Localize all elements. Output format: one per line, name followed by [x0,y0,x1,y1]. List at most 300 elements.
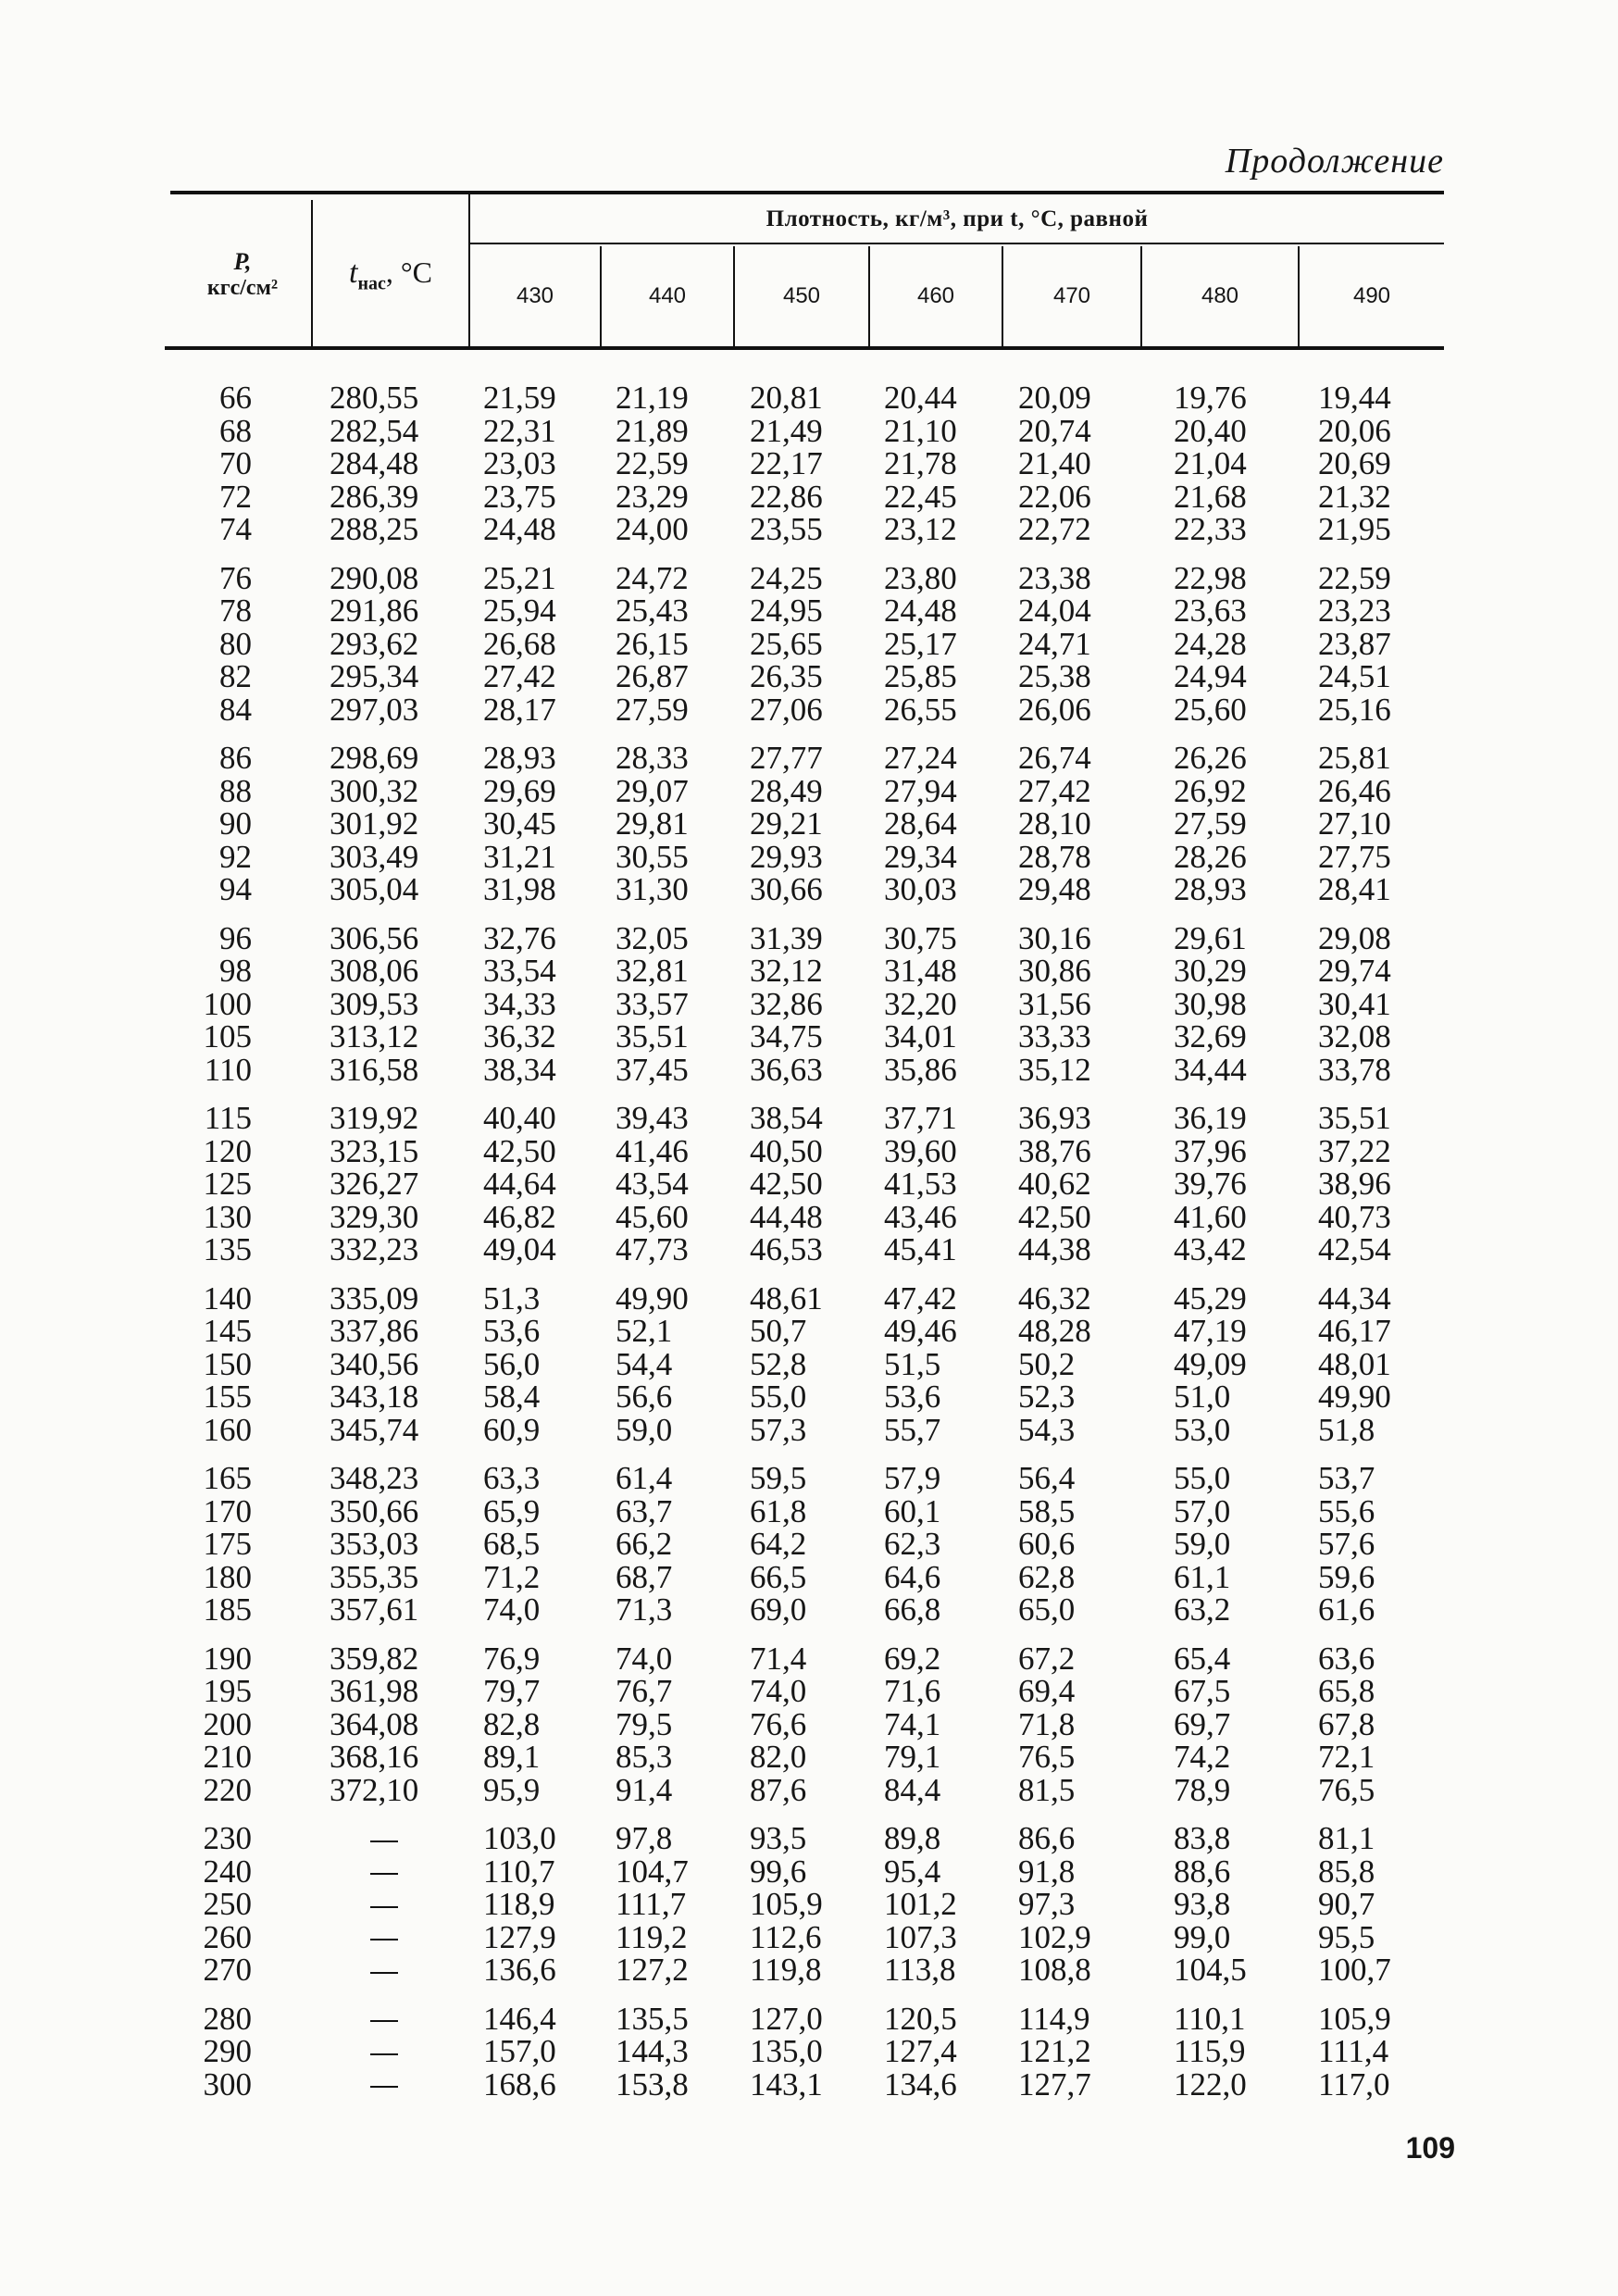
table-cell: 33,78 [1318,1051,1391,1088]
table-cell: 23,12 [884,511,957,547]
table-cell: 30,16 [1018,919,1091,956]
table-cell: 25,65 [750,625,823,662]
table-cell: 37,45 [616,1051,689,1088]
row-group [884,1642,995,1807]
table-cell: 30,75 [884,919,957,956]
group-rule [470,243,1444,244]
table-cell: 85,8 [1318,1853,1375,1890]
table-cell: 86,6 [1018,1820,1076,1856]
table-cell: 93,5 [750,1820,807,1856]
table-cell: 28,26 [1174,838,1247,875]
top-rule [170,191,1444,194]
table-cell: 372,10 [330,1771,419,1808]
table-cell: 100 [203,985,252,1022]
row-group [330,1279,468,1448]
table-cell: 323,15 [330,1132,419,1169]
table-cell: 93,8 [1174,1886,1231,1922]
table-cell: 117,0 [1318,2065,1390,2103]
table-cell: 160 [203,1411,252,1448]
table-cell: 22,86 [750,478,823,515]
table-cell: 27,24 [884,740,957,776]
table-cell: 27,59 [616,691,689,728]
table-cell: 121,2 [1018,2033,1091,2069]
table-cell: 60,9 [483,1411,541,1448]
table-cell: 30,41 [1318,985,1391,1022]
table-cell: 74 [219,511,252,547]
table-cell: 33,57 [616,985,689,1022]
table-cell: 290 [203,2033,252,2069]
table-cell: 298,69 [330,740,419,776]
table-cell: 301,92 [330,805,419,842]
table-cell: 70 [219,445,252,481]
row-group [750,381,861,546]
row-group [1018,1279,1134,1448]
row-group [1318,1279,1434,1448]
row-group [181,1822,252,1987]
table-cell: 71,4 [750,1640,807,1677]
table-cell: 44,34 [1318,1279,1391,1316]
row-group [330,742,468,906]
row-group [483,559,594,728]
table-cell: 29,34 [884,838,957,875]
table-cell: 290,08 [330,559,419,596]
table-cell: 110,1 [1174,2000,1246,2037]
table-cell: 280 [203,2000,252,2037]
table-cell: 115 [204,1100,252,1136]
table-cell: 136,6 [483,1952,556,1988]
table-cell: 28,17 [483,691,556,728]
table-cell: 49,09 [1174,1345,1247,1382]
table-cell: 230 [203,1820,252,1856]
table-cell: 291,86 [330,593,419,629]
table-cell: 69,0 [750,1591,807,1628]
table-cell: 56,0 [483,1345,541,1382]
table-cell: 46,53 [750,1231,823,1267]
table-cell: 316,58 [330,1051,419,1088]
row-group [750,1279,861,1448]
table-cell: 29,69 [483,772,556,809]
row-group [616,1462,727,1627]
table-cell: 24,95 [750,593,823,629]
table-cell: 297,03 [330,691,419,728]
row-group [483,1642,594,1807]
table-cell: 68,5 [483,1526,541,1562]
table-cell: 49,90 [1318,1379,1391,1415]
table-cell: 28,41 [1318,871,1391,907]
table-cell: 90 [219,805,252,842]
table-cell: 361,98 [330,1673,419,1709]
table-cell: 319,92 [330,1100,419,1136]
table-cell: 22,17 [750,445,823,481]
table-cell: 65,4 [1174,1640,1231,1677]
table-cell: 20,74 [1018,412,1091,449]
row-group [750,1102,861,1267]
table-cell: 29,08 [1318,919,1391,956]
table-cell: 329,30 [330,1198,419,1235]
table-cell: 28,64 [884,805,957,842]
table-cell: 84 [219,691,252,728]
row-group [1174,1822,1289,1987]
table-cell: 74,0 [750,1673,807,1709]
table-cell: 41,60 [1174,1198,1247,1235]
table-cell: 21,49 [750,412,823,449]
row-group [330,1462,468,1627]
pressure-symbol: P, [233,248,252,276]
row-group [330,919,468,1088]
table-cell: 130 [203,1198,252,1235]
row-group [884,1462,995,1627]
table-cell: 23,63 [1174,593,1247,629]
table-cell: 42,50 [1018,1198,1091,1235]
row-group [330,1822,468,1987]
table-cell: 71,8 [1018,1705,1076,1742]
table-cell: 36,63 [750,1051,823,1088]
table-cell: 27,94 [884,772,957,809]
table-cell: 67,5 [1174,1673,1231,1709]
dash-mark [370,2086,398,2088]
table-cell: 95,4 [884,1853,941,1890]
table-cell: 61,8 [750,1492,807,1529]
table-cell: 38,76 [1018,1132,1091,1169]
table-cell: 108,8 [1018,1952,1091,1988]
row-group [1174,2000,1289,2103]
table-cell: 79,1 [884,1739,941,1775]
table-cell: 157,0 [483,2033,556,2069]
table-cell: 26,68 [483,625,556,662]
header-temp-490: 490 [1352,283,1391,308]
table-cell: 27,42 [483,658,556,694]
table-cell: 61,1 [1174,1558,1231,1595]
column-density-450 [750,381,861,2116]
table-cell: 293,62 [330,625,419,662]
table-cell: 68 [219,412,252,449]
table-cell: 40,62 [1018,1166,1091,1202]
table-cell: 47,73 [616,1231,689,1267]
table-cell: 28,93 [483,740,556,776]
table-cell: 82 [219,658,252,694]
table-cell: 56,6 [616,1379,673,1415]
table-cell: 19,76 [1174,380,1247,416]
row-group [181,381,252,546]
table-cell: 29,48 [1018,871,1091,907]
table-cell: 24,00 [616,511,689,547]
table-cell: 105,9 [1318,2000,1391,2037]
row-group [1174,559,1289,728]
table-cell: 350,66 [330,1492,419,1529]
row-group [330,1102,468,1267]
row-group [1018,1822,1134,1987]
table-cell: 22,72 [1018,511,1091,547]
table-cell: 27,75 [1318,838,1391,875]
table-cell: 24,48 [884,593,957,629]
table-cell: 326,27 [330,1166,419,1202]
row-group [1018,919,1134,1088]
table-cell: 286,39 [330,478,419,515]
table-cell: 38,54 [750,1100,823,1136]
table-cell: 120,5 [884,2000,957,2037]
table-cell: 150 [203,1345,252,1382]
table-cell: 345,74 [330,1411,419,1448]
table-cell: 86 [219,740,252,776]
table-cell: 31,56 [1018,985,1091,1022]
row-group [181,1279,252,1448]
table-cell: 66,2 [616,1526,673,1562]
table-cell: 42,54 [1318,1231,1391,1267]
table-cell: 66 [219,380,252,416]
table-cell: 41,46 [616,1132,689,1169]
table-cell: 84,4 [884,1771,941,1808]
table-cell [330,2003,468,2036]
header-temp-480: 480 [1201,283,1239,308]
header-saturation-temp [313,215,468,335]
table-cell: 36,32 [483,1018,556,1054]
table-cell: 57,0 [1174,1492,1231,1529]
dash-mark [370,2020,398,2022]
table-cell: 99,0 [1174,1918,1231,1955]
table-cell: 74,2 [1174,1739,1231,1775]
table-cell: 114,9 [1018,2000,1090,2037]
table-cell: 53,7 [1318,1460,1375,1496]
table-cell: 51,3 [483,1279,541,1316]
header-temp-450: 450 [782,283,821,308]
table-cell: 22,98 [1174,559,1247,596]
table-cell: 26,74 [1018,740,1091,776]
row-group [181,1462,252,1627]
table-cell: 22,06 [1018,478,1091,515]
table-cell: 20,44 [884,380,957,416]
table-cell: 168,6 [483,2065,556,2103]
table-cell: 95,9 [483,1771,541,1808]
table-cell: 76 [219,559,252,596]
t-symbol: t [349,255,358,290]
table-cell: 27,10 [1318,805,1391,842]
table-cell: 22,59 [616,445,689,481]
table-cell: 21,10 [884,412,957,449]
table-cell: 47,19 [1174,1313,1247,1349]
row-group [750,919,861,1088]
header-temp-440: 440 [648,283,687,308]
table-cell: 83,8 [1174,1820,1231,1856]
table-cell: 32,76 [483,919,556,956]
table-cell: 21,32 [1318,478,1391,515]
table-cell: 29,93 [750,838,823,875]
saturation-temp-label [349,256,432,294]
table-cell: 309,53 [330,985,419,1022]
table-cell: 113,8 [884,1952,956,1988]
table-cell: 27,77 [750,740,823,776]
table-cell: 39,43 [616,1100,689,1136]
table-cell: 74,1 [884,1705,941,1742]
table-cell: 60,1 [884,1492,941,1529]
table-cell: 91,8 [1018,1853,1076,1890]
table-cell: 28,78 [1018,838,1091,875]
table-cell: 97,8 [616,1820,673,1856]
table-cell [330,1888,468,1921]
table-cell: 29,81 [616,805,689,842]
row-group [483,2000,594,2103]
row-group [750,1822,861,1987]
table-cell: 23,03 [483,445,556,481]
dash-mark [370,2053,398,2055]
table-cell: 21,95 [1318,511,1391,547]
table-cell: 306,56 [330,919,419,956]
table-cell: 64,6 [884,1558,941,1595]
row-group [1018,559,1134,728]
table-cell: 22,45 [884,478,957,515]
table-cell: 30,66 [750,871,823,907]
table-cell: 63,2 [1174,1591,1231,1628]
row-group [1318,1102,1434,1267]
table-cell: 37,22 [1318,1132,1391,1169]
table-cell: 28,93 [1174,871,1247,907]
column-pressure [181,381,252,2116]
table-cell: 78,9 [1174,1771,1231,1808]
row-group [1018,742,1134,906]
row-group [616,1822,727,1987]
row-group [1174,742,1289,906]
page-number: 109 [1405,2131,1455,2165]
table-cell: 135,0 [750,2033,823,2069]
table-cell: 34,75 [750,1018,823,1054]
table-cell: 58,4 [483,1379,541,1415]
table-cell: 23,23 [1318,593,1391,629]
table-cell: 127,2 [616,1952,689,1988]
table-cell: 82,0 [750,1739,807,1775]
table-cell: 20,40 [1174,412,1247,449]
table-cell: 40,40 [483,1100,556,1136]
table-cell: 35,12 [1018,1051,1091,1088]
table-cell: 180 [203,1558,252,1595]
table-cell: 52,3 [1018,1379,1076,1415]
table-cell: 79,5 [616,1705,673,1742]
table-cell: 300,32 [330,772,419,809]
table-cell: 357,61 [330,1591,419,1628]
row-group [1174,1279,1289,1448]
table-cell: 22,31 [483,412,556,449]
table-cell: 69,2 [884,1640,941,1677]
table-cell: 51,0 [1174,1379,1231,1415]
dash-mark [370,1841,398,1842]
table-cell: 55,0 [750,1379,807,1415]
header-pressure [174,215,311,335]
table-cell: 122,0 [1174,2065,1247,2103]
row-group [616,742,727,906]
dash-mark [370,1939,398,1940]
table-cell: 200 [203,1705,252,1742]
table-cell: 127,7 [1018,2065,1091,2103]
row-group [1318,2000,1434,2103]
table-cell: 76,5 [1318,1771,1375,1808]
table-cell: 24,04 [1018,593,1091,629]
table-cell: 68,7 [616,1558,673,1595]
table-cell: 28,10 [1018,805,1091,842]
table-cell: 24,71 [1018,625,1091,662]
table-cell: 30,86 [1018,953,1091,989]
table-cell: 153,8 [616,2065,689,2103]
table-cell: 284,48 [330,445,419,481]
table-cell: 76,6 [750,1705,807,1742]
table-cell: 155 [203,1379,252,1415]
table-cell: 28,49 [750,772,823,809]
row-group [884,742,995,906]
table-cell: 28,33 [616,740,689,776]
table-cell: 57,3 [750,1411,807,1448]
table-cell: 31,39 [750,919,823,956]
row-group [1318,1642,1434,1807]
table-cell: 364,08 [330,1705,419,1742]
table-cell: 53,6 [884,1379,941,1415]
table-cell: 35,86 [884,1051,957,1088]
table-cell: 120 [203,1132,252,1169]
row-group [616,919,727,1088]
table-cell: 134,6 [884,2065,957,2103]
table-cell: 270 [203,1952,252,1988]
table-cell: 38,96 [1318,1166,1391,1202]
table-cell: 22,33 [1174,511,1247,547]
table-cell: 25,21 [483,559,556,596]
row-group [181,919,252,1088]
table-cell: 97,3 [1018,1886,1076,1922]
row-group [1174,1102,1289,1267]
row-group [483,919,594,1088]
table-cell: 23,87 [1318,625,1391,662]
table-cell: 280,55 [330,380,419,416]
table-cell: 35,51 [1318,1100,1391,1136]
table-cell: 52,8 [750,1345,807,1382]
row-group [884,1102,995,1267]
table-cell: 65,9 [483,1492,541,1529]
row-group [884,1279,995,1448]
table-cell: 295,34 [330,658,419,694]
table-cell: 32,69 [1174,1018,1247,1054]
table-cell: 43,42 [1174,1231,1247,1267]
table-cell: 46,17 [1318,1313,1391,1349]
row-group [181,1102,252,1267]
table-cell: 80 [219,625,252,662]
table-cell: 20,06 [1318,412,1391,449]
table-cell: 57,6 [1318,1526,1375,1562]
table-cell: 30,45 [483,805,556,842]
row-group [181,559,252,728]
t-unit: , °C [385,255,432,289]
table-cell: 105 [203,1018,252,1054]
table-cell: 94 [219,871,252,907]
table-cell: 71,3 [616,1591,673,1628]
table-cell: 27,59 [1174,805,1247,842]
table-cell: 31,21 [483,838,556,875]
table-cell: 43,46 [884,1198,957,1235]
table-cell: 85,3 [616,1739,673,1775]
table-cell: 36,93 [1018,1100,1091,1136]
table-cell: 127,9 [483,1918,556,1955]
table-cell: 23,75 [483,478,556,515]
table-cell: 34,44 [1174,1051,1247,1088]
table-cell: 21,59 [483,380,556,416]
table-cell: 82,8 [483,1705,541,1742]
table-cell: 95,5 [1318,1918,1375,1955]
row-group [616,1279,727,1448]
table-cell: 38,34 [483,1051,556,1088]
table-cell: 48,01 [1318,1345,1391,1382]
table-cell: 87,6 [750,1771,807,1808]
table-cell: 359,82 [330,1640,419,1677]
table-cell: 53,6 [483,1313,541,1349]
table-cell: 71,6 [884,1673,941,1709]
table-cell: 190 [203,1640,252,1677]
table-cell: 240 [203,1853,252,1890]
row-group [1174,381,1289,546]
table-cell: 19,44 [1318,380,1391,416]
